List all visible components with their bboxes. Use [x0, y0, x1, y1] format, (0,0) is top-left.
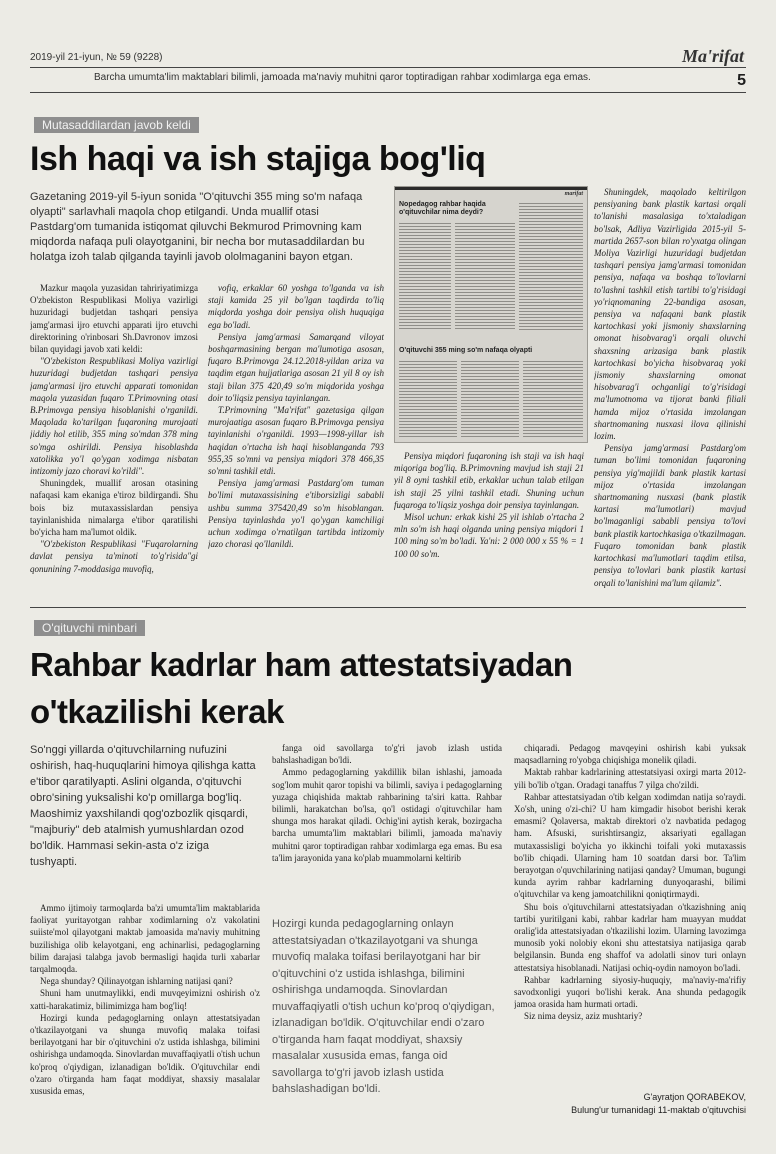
- paragraph: Rahbar kadrlarning siyosiy-huquqiy, ma'naviy-ma'rifiy savodxonligi yuqori bo'lishi kerak. Ana shunda pedagogik jamoa orasida ham hurmati ortadi.: [514, 974, 746, 1010]
- clipping-headline: O'qituvchi 355 ming so'm nafaqa olyapti: [399, 347, 533, 354]
- article1-column-2: [208, 282, 384, 602]
- header-rule-bottom: [30, 92, 746, 93]
- page-number: 5: [737, 72, 746, 89]
- paragraph: Pensiya jamg'armasi Pastdarg'om tuman bo'limi tomonidan fuqaroning pensiya yig'majildi bank plastik kartasi mijoz o'rtasida imzolangan shartnomaning nusxasi (bank plastik kartasi ma'lumotlari) mavjud bo'lmaganligi sababli pensiya to'lovi bank plastik kartochkasiga o'tkazilmagan. Fuqaro tomonidan bank plastik kartochkasi ma'lumotlari taqdim etilsa, pensiya to'lovlari bank plastik kartasi orqali to'lanishini ma'lum qilamiz".: [594, 443, 746, 588]
- article2-column-3: [514, 742, 746, 1086]
- article1-lead: Gazetaning 2019-yil 5-iyun sonida "O'qituvchi 355 ming so'm nafaqa olyapti" sarlavhali maqola chop etilgandi. Unda muallif otasi Pastdarg'om tumanida istiqomat qiluvchi Bekmurod Primovning kam miqdorda nafaqa puli olayotganini, bir necha bor mutasaddilardan bu holatga izoh talab qilganda tayinli javob ololmaganini bayon etgan.: [30, 191, 365, 263]
- article2-headline-line1: Rahbar kadrlar ham attestatsiyadan: [30, 646, 573, 683]
- header-tagline: Barcha umumta'lim maktablari bilimli, jamoada ma'naviy muhitni qaror toptiradigan rahbar xodimlarga ega emas.: [94, 72, 591, 83]
- paragraph: "O'zbekiston Respublikasi "Fuqarolarning davlat pensiya ta'minoti to'g'risida"gi qonunining 7-moddasiga muvofiq,: [30, 539, 198, 574]
- article1-column-4: [594, 186, 746, 602]
- paragraph: Shuningdek, maqolado keltirilgon pensiyaning bank plastik kartasi orqali to'lanishi masalasiga to'xtaladigan bo'lsak, Adliya Vazirligida 2015-yil 5-martida 2657-son bilan ro'yxatga olingan Moliya Vazirligi huzuridagi budjetdan tashqari pensiya jamg'armasi tomonidan pensiya, nafaqa va boshqa to'lovlarni to'lashni tashkil etish tartibi to'g'risidagi yo'riqnomaning 22-bandiga asosan, pensiya va nafaqani bank plastik kartochkasi yoki jismoniy shaxslarning omonat hisobvarag'i orqali oluvchi shaxsning arizasiga bank plastik kartochkasi bo'yicha hisobvaraq yoki jismoniy shaxslarning omonat hisobvarag'i ochganligi to'g'risidagi ma'lumotnoma va tijorat banki filiali hamda mijoz o'rtasida imzolangan shartnomaning nusxasi ilova qilinishi lozim.: [594, 187, 746, 442]
- article-divider: [30, 607, 746, 608]
- paragraph: Siz nima deysiz, aziz mushtariy?: [524, 1011, 643, 1022]
- clipping-top-bar: [395, 187, 587, 190]
- clipping-text-block: [523, 359, 583, 437]
- article2-column-1: [30, 902, 260, 1132]
- article2-column-2: [272, 742, 502, 900]
- clipping-text-block: [461, 359, 519, 437]
- clipping-text-block: [455, 221, 515, 331]
- paragraph: Pensiya jamg'armasi Samarqand viloyat boshqarmasining bergan ma'lumotiga asosan, fuqaro B.Primovga 24.12.2018-yildan ariza va taqdim etgan hujjatlariga asosan 21 yil 8 oy ish staji bilan 375 420,49 so'm miqdorida yoshga doir to'liqsiz pensiya tayinlangan.: [208, 331, 384, 403]
- masthead-logo: Ma'rifat: [681, 46, 744, 66]
- issue-date: 2019-yil 21-iyun, № 59 (9228): [30, 52, 163, 63]
- article1-headline: Ish haqi va ish stajiga bog'liq: [30, 140, 486, 178]
- article2-lead: So'nggi yillarda o'qituvchilarning nufuzini oshirish, haq-huquqlarini himoya qilishga katta e'tibor qaratilyapti. Aslini olganda, o'qituvchi obro'sining yuksalishi ko'p omillarga bog'liq. Maoshimiz yaxshilandi qog'ozbozlik qisqardi, "majburiy" deb atalmish yumushlardan ozod bo'ldik. Hammasi sekin-asta o'z iziga tushyapti.: [30, 744, 256, 868]
- clipping-masthead: marifat: [564, 191, 583, 197]
- author-name: G'ayratjon QORABEKOV,: [643, 1092, 746, 1102]
- article2-kicker: O'qituvchi minbari: [34, 620, 145, 636]
- clipping-text-block: [399, 221, 451, 331]
- header-rule: [30, 67, 746, 68]
- paragraph: Ammo pedagoglarning yakdillik bilan ishlashi, jamoada sog'lom muhit qaror topishi va bilimli, saviya i pedagoglarning yuzaga chiqishida maktab rahbarining ta'siri katta. Rahbar bilimli, harakatchan bo'lsa, qo'l ostidagi o'qituvchilar ham shunga mos harakat qiladi. Ochig'ini aytish kerak, bozirgacha barcha umumta'lim maktablari bilimli, jamoada ma'naviy muhitni qaror toptiradigan rahbar xodimlarga ega emas. Bu esa ta'lim jarayonida yana ko'plab muammolarni keltirib: [272, 767, 502, 863]
- article1-kicker: Mutasaddilardan javob keldi: [34, 117, 199, 133]
- paragraph: Shuni ham unutmaylikki, endi muvqeyimizni oshirish o'z xatti-harakatimiz, bilimimizga ham bog'liq!: [30, 988, 260, 1011]
- paragraph: Pensiya jamg'armasi Pastdarg'om tuman bo'limi mutaxassisining e'tiborsizligi sababli ushbu summa 375420,49 so'm hisoblangan. Pensiya tayinlashda yo'l qo'ygan kamchiligi uchun xodimga o'rnatilgan tartibda intizomiy jazo chorasi qo'llanildi.: [208, 478, 384, 550]
- article2-pull-quote: Hozirgi kunda pedagoglarning onlayn attestatsiyadan o'tkazilayotgani va shunga muvofiq malaka toifasi berilayotgani har bir o'qituvchini o'z ustida ishlashga, bilimini oshirishga undamoqda. Sinovlardan muvaffaqiyatli o'tish uchun ko'proq o'qiydigan, izlanadigan bo'ldik. O'qituvchilar endi o'zaro o'tirganda ham faqat moddiyat, shaxsiy masalalar xususida emas, fanga oid savollarga to'g'ri javob izlash ustida bahslashadigan bo'ldi.: [272, 918, 495, 1095]
- paragraph: Shuningdek, muallif arosan otasining nafaqasi kam ekaniga e'tiroz bildirgandi. Shu bois biz mutaxassislardan pensiya tayinlanishida nimalarga e'tibor qaratilishi bo'yicha ham ma'lumot oldik.: [30, 478, 198, 538]
- paragraph: Nega shunday? Qilinayotgan ishlarning natijasi qani?: [40, 976, 233, 987]
- paragraph: Maktab rahbar kadrlarining attestatsiyasi oxirgi marta 2012-yili bo'lib o'tgan. Oradagi tanaffus 7 yilga cho'zildi.: [514, 767, 746, 790]
- paragraph: vofiq, erkaklar 60 yoshga to'lganda va ish staji kamida 25 yil bo'lgan taqdirda to'liq miqdorda yoshga doir pensiya olish huquqiga ega bo'ladi.: [208, 283, 384, 330]
- paragraph: Pensiya miqdori fuqaroning ish staji va ish haqi miqoriga bog'liq. B.Primovning mavjud ish staji 21 yil 8 oyni tashkil etib, erkaklar uchun talab etilgan ish staji 25 yilni tashkil etadi. Shuning uchun fuqaroga to'liqsiz yoshga doir pensiya tayinlangan.: [394, 451, 584, 510]
- paragraph: fanga oid savollarga to'g'ri javob izlash ustida bahslashadigan bo'ldi.: [272, 743, 502, 766]
- paragraph: Shu bois o'qituvchilarni attestatsiyadan o'tkazishning aniq tartibi yuritilgani kabi, rahbar kadrlar ham muayyan muddat oralig'ida attestatsiyadan o'tkazilishi lozim. Ularning lavozimga munosib yoki nolobiy ekoni shu attestatsiya natijasiga qarab belgilansin. Bunda eng shaffof va adolatli sinov turi onlayn attestatsiya hisoblanadi. Natijasi ochiq-oydin namoyon bo'ladi.: [514, 901, 746, 973]
- paragraph: Hozirgi kunda pedagoglarning onlayn attestatsiyadan o'tkazilayotgani va shunga muvofiq malaka toifasi berilayotgani har bir o'qituvchini o'z ustida ishlashga, bilimini oshirishga undamoqda. Sinovlardan muvaffaqiyatli o'tish uchun ko'proq o'qiydigan, izlanadigan bo'ldik. O'qituvchilar endi o'zaro o'tirganda ham faqat moddiyat, shaxsiy masalalar xususida emas,: [30, 1012, 260, 1097]
- author-affiliation: Bulung'ur tumanidagi 11-maktab o'qituvchisi: [571, 1105, 746, 1115]
- article1-column-1: [30, 282, 198, 602]
- paragraph: "O'zbekiston Respublikasi Moliya vazirligi huzuridagi budjetdan tashqari pensiya jamg'armasi ijro etuvchi apparati tomonidan maqola yuzasidan fuqaro T.Primovning otasi B.Primovga pensiya hisoblanishi o'rganildi. Maqolada ko'tarilgan fuqaroning murojaati jiddiy hol etilib, 355 ming so'mdan 378 ming so'mga oshirildi. Pensiya hisoblashda xatolikka yo'l qo'ygan xodimga nisbatan intizomiy jazo choravi ko'rildi".: [30, 356, 198, 477]
- paragraph: chiqaradi. Pedagog mavqeyini oshirish kabi yuksak maqsadlarning ro'yobga chiqishiga monelik qiladi.: [514, 743, 746, 766]
- article1-column-3: [394, 450, 584, 602]
- clipping-text-block: [399, 359, 457, 437]
- paragraph: Ammo ijtimoiy tarmoqlarda ba'zi umumta'lim maktablarida faoliyat yuritayotgan rahbar xodimlarning o'z vakolatini suiiste'mol qilayotgani maktab jamoasida ma'naviy muhitning buzilishiga olib kelayotgani, eng achinarlisi, pedagoglarning bilim darajasi talabga javob bermasligi haqida turli xabarlar tarqalmoqda.: [30, 903, 260, 975]
- clipping-text-block: [519, 201, 583, 331]
- paragraph: Rahbar attestatsiyadan o'tib kelgan xodimdan natija so'raydi. Xo'sh, uning o'zi-chi? U ham kimgadir hisobot berishi kerak emasmi? Qolaversa, maktab direktori o'z navbatida pedagog ham. Afsuski, surishtirsangiz, aksariyati egallagan mutaxassisligi bo'yicha yo ikkinchi toifali yoki mutaxassis bo'lib chiqadi. Ularning ham 10 soatdan darsi bor. Ta'lim berayotgan o'quvchilarining natijasi qanday? Umuman, bugungi kunda ayrim rahbar kadrlarning dunyoqarashi, bilimi o'qituvchilar va keng jamoatchilikni qoniqtirmaydi.: [514, 791, 746, 900]
- paragraph: Mazkur maqola yuzasidan tahririyatimizga O'zbekiston Respublikasi Moliya vazirligi huzuridagi budjetdan tashqari pensiya jamg'armasi ijro etuvchi apparati ijro etuvchi direktorining o'rinbosari Sh.Davronov imzosi bilan quyidagi javob xati keldi:: [30, 283, 198, 355]
- article2-headline-line2: o'tkazilishi kerak: [30, 693, 284, 730]
- newspaper-clipping-image: [394, 186, 588, 443]
- clipping-title: Nopedagog rahbar haqida o'qituvchilar nima deydi?: [399, 201, 486, 216]
- paragraph: T.Primovning "Ma'rifat" gazetasiga qilgan murojaatiga asosan fuqaro B.Primovga pensiya tayinlanishi o'rganildi. 1993—1998-yillar ish haqidan o'rtacha ish haqi hisoblanganda 793 955,35 so'mni va pensiya miqdori 378 466,35 so'mni tashkil etdi.: [208, 405, 384, 477]
- paragraph: Misol uchun: erkak kishi 25 yil ishlab o'rtacha 2 mln so'm ish haqi olganda uning pensiya miqdori 1 100 ming so'm bo'ladi. Ya'ni: 2 000 000 x 55 % = 1 100 00 so'm.: [394, 512, 584, 559]
